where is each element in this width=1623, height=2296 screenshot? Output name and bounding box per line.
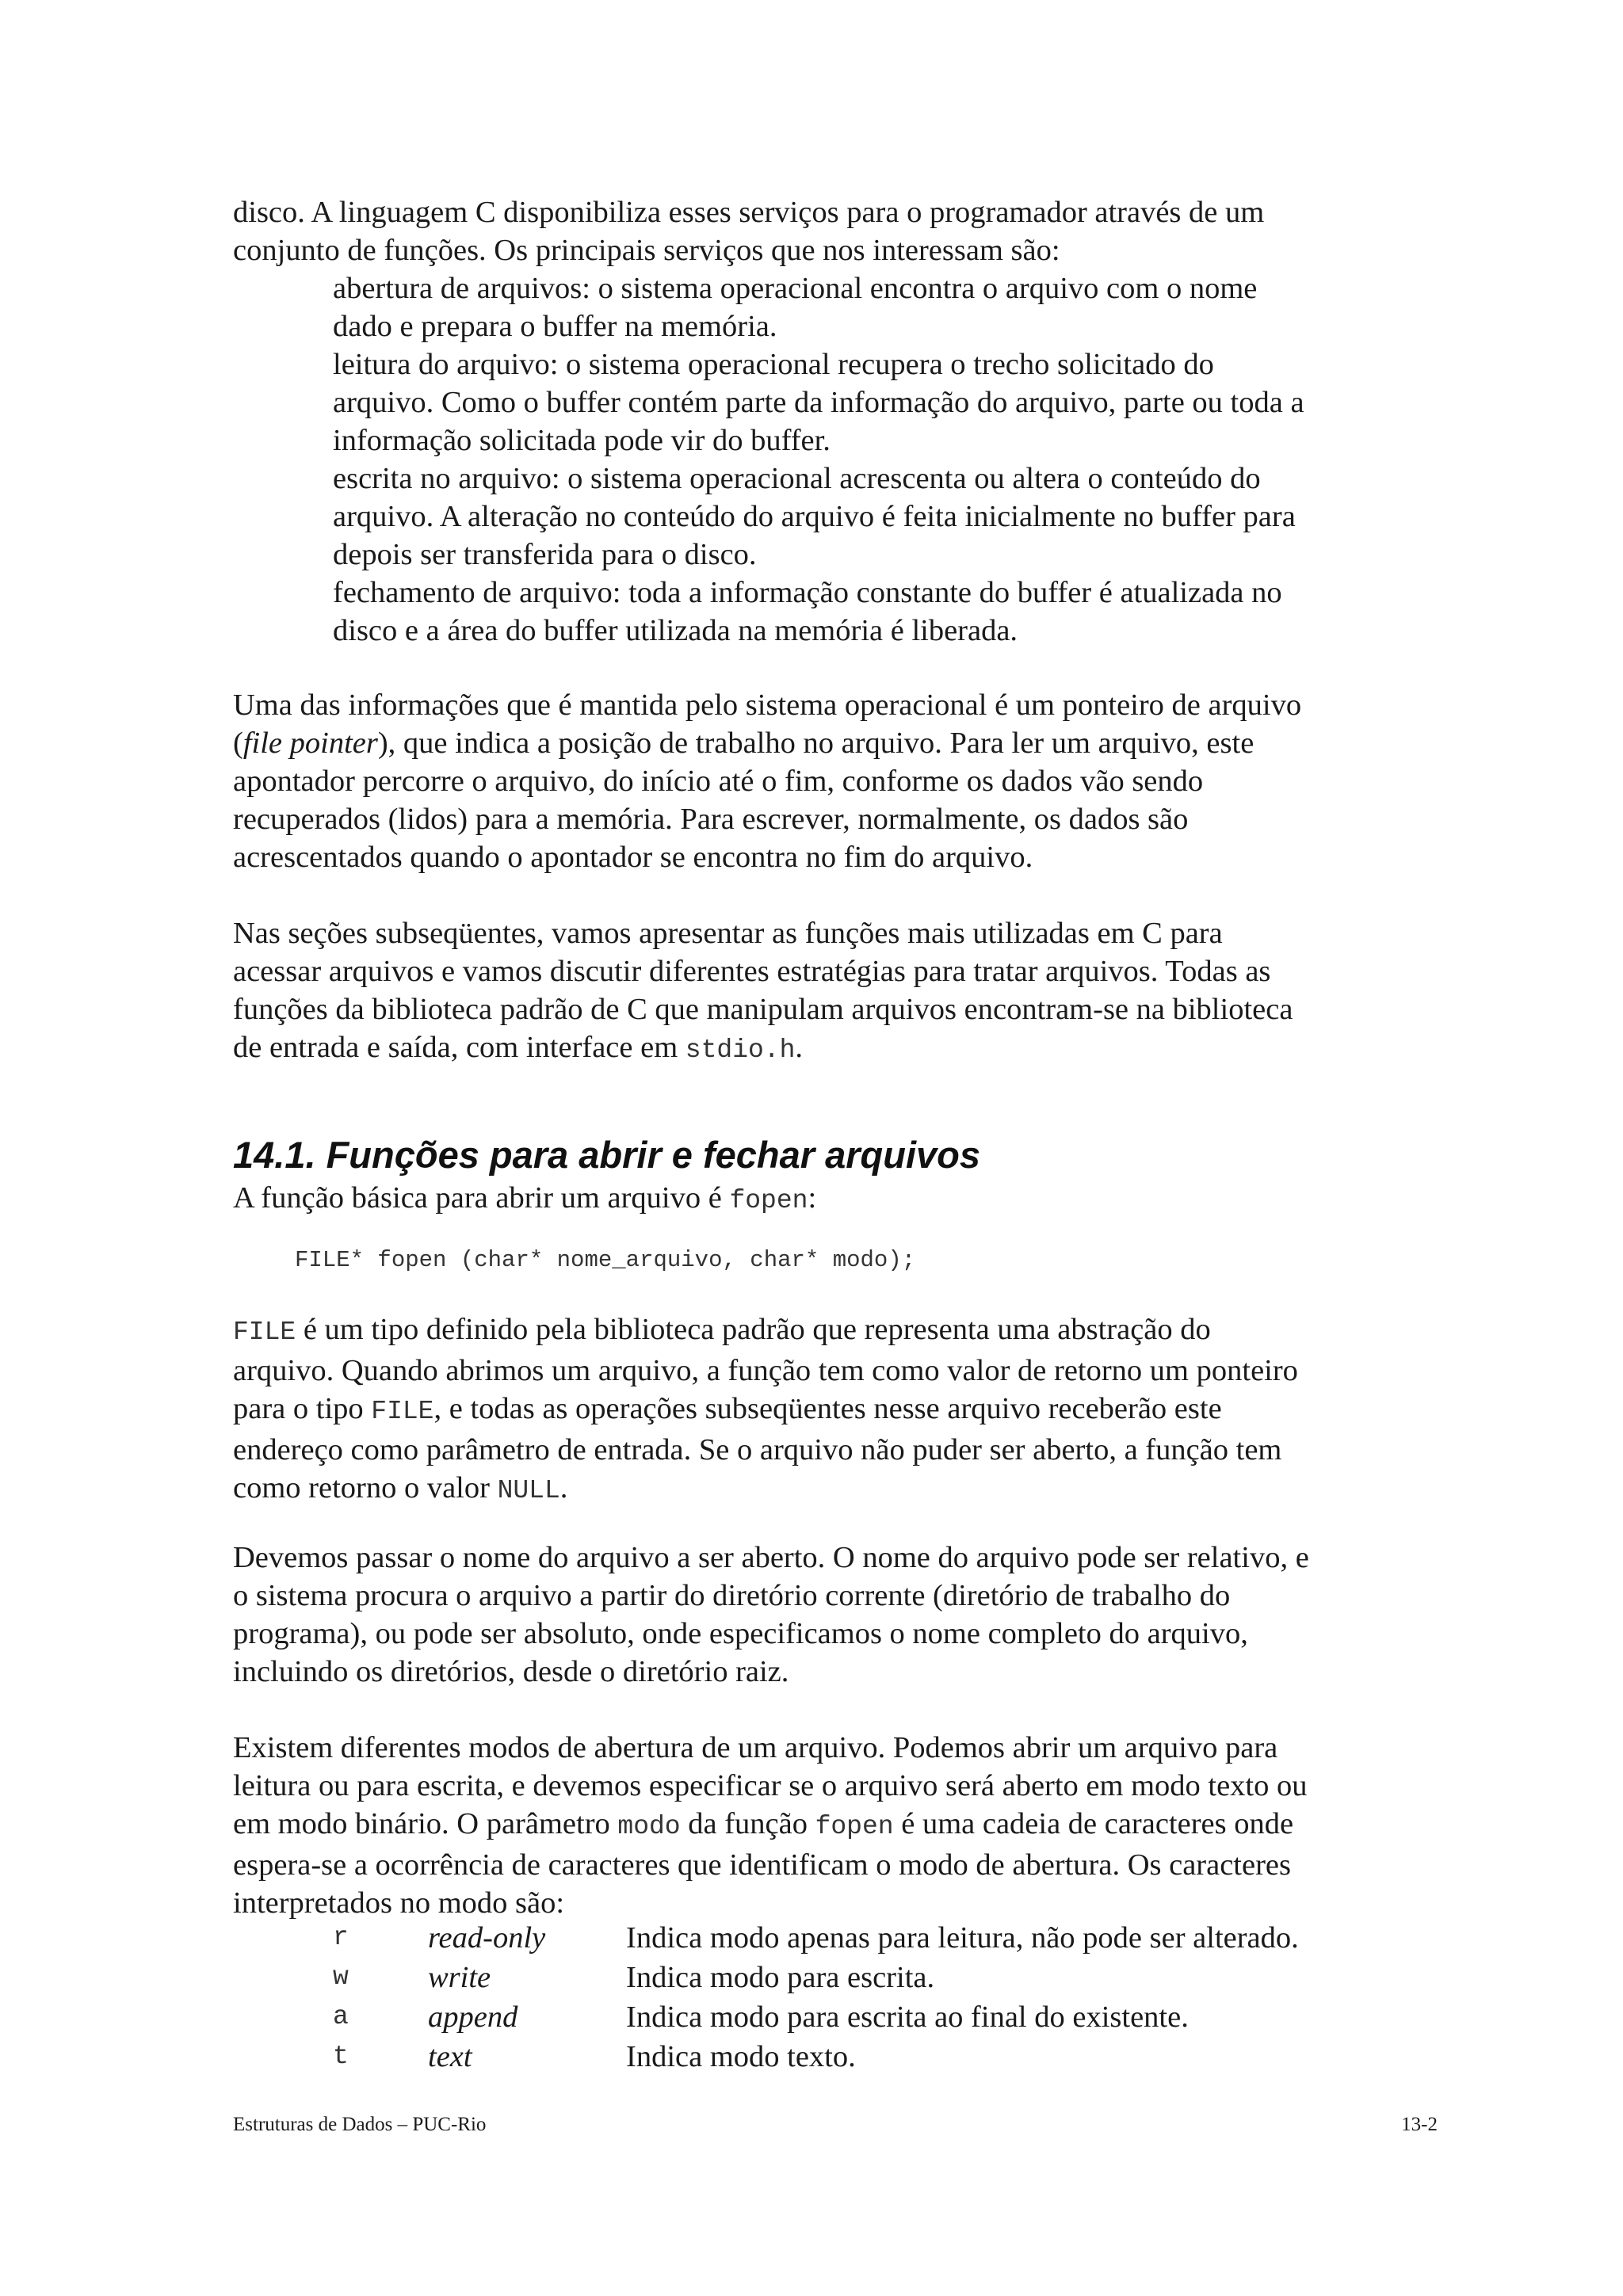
service-read-line-2: arquivo. Como o buffer contém parte da informação do arquivo, parte ou toda a <box>333 386 1304 419</box>
file-type-paragraph <box>233 1310 1396 1510</box>
name-line-3: programa), ou pode ser absoluto, onde especificamos o nome completo do arquivo, <box>233 1617 1248 1650</box>
modes-line-3-a: em modo binário. O parâmetro <box>233 1807 618 1840</box>
name-line-1: Devemos passar o nome do arquivo a ser aberto. O nome do arquivo pode ser relativo, e <box>233 1541 1309 1574</box>
modes-line-3-b: da função <box>680 1807 815 1840</box>
file-line-5-end: . <box>559 1471 568 1505</box>
name-line-4: incluindo os diretórios, desde o diretório raiz. <box>233 1655 789 1688</box>
mode-char: w <box>333 1962 349 1992</box>
stdio-h-code: stdio.h <box>685 1035 796 1065</box>
file-line-1-text: é um tipo definido pela biblioteca padrão que representa uma abstração do <box>296 1313 1211 1346</box>
page-number: 13-2 <box>1401 2114 1438 2135</box>
service-close-line-2: disco e a área do buffer utilizada na memória é liberada. <box>333 614 1018 647</box>
file-type-code-2: FILE <box>371 1397 434 1426</box>
pointer-line-2 <box>233 724 1396 762</box>
service-write-line-2: arquivo. A alteração no conteúdo do arquivo é feita inicialmente no buffer para <box>333 500 1296 533</box>
sections-line-4-text: de entrada e saída, com interface em <box>233 1031 685 1064</box>
file-line-3 <box>233 1390 1396 1431</box>
service-read-line-1: leitura do arquivo: o sistema operacional recupera o trecho solicitado do <box>333 348 1214 381</box>
file-line-3-text: para o tipo <box>233 1392 372 1425</box>
fopen-intro-end: : <box>808 1181 817 1215</box>
modes-paragraph <box>233 1729 1396 1922</box>
file-line-3-rest: , e todas as operações subseqüentes nesse arquivo receberão este <box>433 1392 1222 1425</box>
sections-line-2: acessar arquivos e vamos discutir diferentes estratégias para tratar arquivos. Todas as <box>233 955 1271 988</box>
modes-line-3 <box>233 1805 1396 1846</box>
mode-row-a <box>333 1997 1299 2037</box>
file-line-2: arquivo. Quando abrimos um arquivo, a função tem como valor de retorno um ponteiro <box>233 1354 1298 1387</box>
fopen-code-inline-2: fopen <box>815 1812 894 1841</box>
mode-row-t <box>333 2037 1299 2077</box>
section-heading: 14.1. Funções para abrir e fechar arquivos <box>233 1134 981 1176</box>
pointer-line-3: apontador percorre o arquivo, do início até o fim, conforme os dados vão sendo <box>233 765 1204 798</box>
service-read-line-3: informação solicitada pode vir do buffer. <box>333 424 831 457</box>
service-write-line-1: escrita no arquivo: o sistema operacional acrescenta ou altera o conteúdo do <box>333 462 1261 495</box>
service-open-line-2: dado e prepara o buffer na memória. <box>333 310 777 343</box>
intro-line-2: conjunto de funções. Os principais serviços que nos interessam são: <box>233 234 1060 267</box>
modes-table <box>333 1918 1299 2077</box>
mode-name: text <box>428 2040 472 2073</box>
mode-char: t <box>333 2042 349 2071</box>
mode-row-r <box>333 1918 1299 1958</box>
file-line-5 <box>233 1469 1396 1510</box>
intro-paragraph <box>233 193 1396 650</box>
mode-name: write <box>428 1961 491 1994</box>
file-line-1 <box>233 1310 1396 1352</box>
footer-title: Estruturas de Dados – PUC-Rio <box>233 2114 487 2135</box>
mode-description: Indica modo para escrita ao final do existente. <box>626 2000 1189 2034</box>
modes-line-3-c: é uma cadeia de caracteres onde <box>893 1807 1294 1840</box>
modes-line-2: leitura ou para escrita, e devemos especificar se o arquivo será aberto em modo texto ou <box>233 1769 1308 1802</box>
null-code: NULL <box>497 1476 560 1505</box>
file-pointer-term: file pointer <box>242 727 378 760</box>
pointer-line-2-rest: ), que indica a posição de trabalho no arquivo. Para ler um arquivo, este <box>377 727 1254 760</box>
file-line-5-text: como retorno o valor <box>233 1471 498 1505</box>
pointer-line-4: recuperados (lidos) para a memória. Para escrever, normalmente, os dados são <box>233 803 1189 836</box>
modes-line-4: espera-se a ocorrência de caracteres que identificam o modo de abertura. Os caracteres <box>233 1848 1291 1882</box>
mode-row-w <box>333 1958 1299 1997</box>
mode-char: a <box>333 2002 349 2031</box>
service-write-line-3: depois ser transferida para o disco. <box>333 538 757 571</box>
file-type-code: FILE <box>233 1318 296 1347</box>
file-name-paragraph <box>233 1539 1396 1691</box>
fopen-code-inline: fopen <box>729 1186 808 1215</box>
section-14-1 <box>233 1133 1396 1273</box>
pointer-paren: ( <box>233 727 243 760</box>
file-line-4: endereço como parâmetro de entrada. Se o arquivo não puder ser aberto, a função tem <box>233 1433 1282 1466</box>
sections-line-3: funções da biblioteca padrão de C que manipulam arquivos encontram-se na biblioteca <box>233 993 1293 1026</box>
modes-line-5: interpretados no modo são: <box>233 1886 565 1920</box>
mode-description: Indica modo para escrita. <box>626 1961 935 1994</box>
page-footer <box>233 2114 1438 2136</box>
mode-name: append <box>428 2000 518 2034</box>
pointer-line-1: Uma das informações que é mantida pelo sistema operacional é um ponteiro de arquivo <box>233 688 1302 722</box>
sections-paragraph <box>233 914 1396 1070</box>
service-close-line-1: fechamento de arquivo: toda a informação constante do buffer é atualizada no <box>333 576 1282 609</box>
pointer-line-5: acrescentados quando o apontador se encontra no fim do arquivo. <box>233 841 1033 874</box>
mode-description: Indica modo apenas para leitura, não pode ser alterado. <box>626 1921 1299 1955</box>
fopen-intro-text: A função básica para abrir um arquivo é <box>233 1181 730 1215</box>
mode-char: r <box>333 1923 349 1952</box>
intro-line-1: disco. A linguagem C disponibiliza esses serviços para o programador através de um <box>233 196 1265 229</box>
sections-line-1: Nas seções subseqüentes, vamos apresentar as funções mais utilizadas em C para <box>233 917 1223 950</box>
services-list <box>233 269 1396 650</box>
mode-description: Indica modo texto. <box>626 2040 856 2073</box>
fopen-signature-code: FILE* fopen (char* nome_arquivo, char* modo); <box>295 1247 916 1273</box>
name-line-2: o sistema procura o arquivo a partir do diretório corrente (diretório de trabalho do <box>233 1579 1231 1612</box>
modo-code: modo <box>617 1812 681 1841</box>
sections-line-4 <box>233 1028 1396 1070</box>
modes-line-1: Existem diferentes modos de abertura de um arquivo. Podemos abrir um arquivo para <box>233 1731 1278 1764</box>
file-pointer-paragraph <box>233 686 1396 876</box>
document-page <box>233 0 1396 2296</box>
fopen-intro-line <box>233 1179 1396 1220</box>
service-open-line-1: abertura de arquivos: o sistema operacional encontra o arquivo com o nome <box>333 272 1258 305</box>
mode-name: read-only <box>428 1921 546 1955</box>
sections-line-4-end: . <box>795 1031 804 1064</box>
